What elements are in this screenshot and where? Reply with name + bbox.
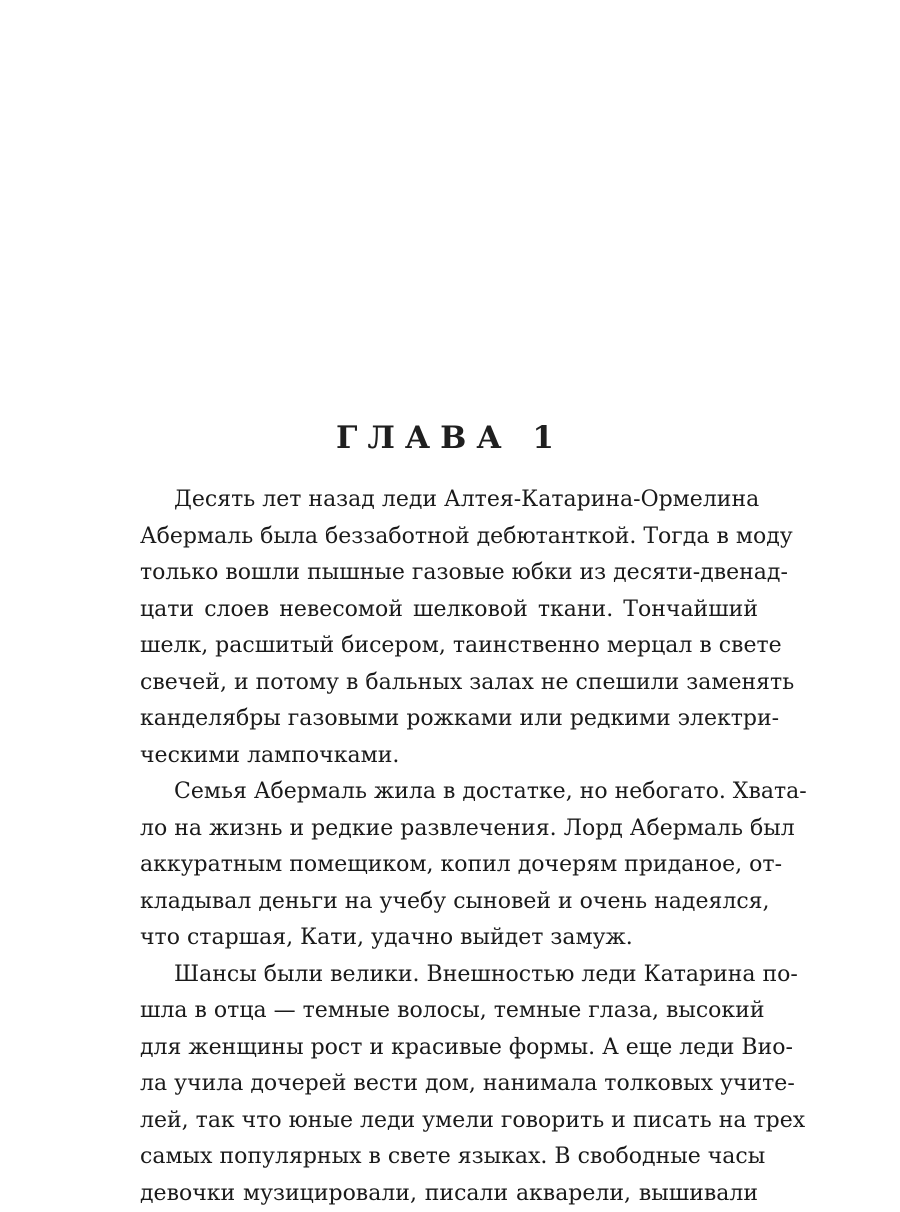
paragraph-1-line-3: только вошли пышные газовые юбки из десяти-двенад- — [140, 555, 758, 592]
paragraph-3-line-1: Шансы были велики. Внешностью леди Катарина по- — [140, 957, 758, 994]
paragraph-1-line-1: Десять лет назад леди Алтея-Катарина-Ормелина — [140, 482, 758, 519]
paragraph-2-line-1: Семья Абермаль жила в достатке, но небогато. Хвата- — [140, 774, 758, 811]
paragraph-3-line-5: лей, так что юные леди умели говорить и писать на трех — [140, 1103, 758, 1140]
paragraph-2-line-5: что старшая, Кати, удачно выйдет замуж. — [140, 920, 758, 957]
paragraph-3-line-6: самых популярных в свете языках. В свободные часы — [140, 1139, 758, 1176]
chapter-title: ГЛАВА 1 — [0, 420, 900, 456]
paragraph-1-line-2: Абермаль была беззаботной дебютанткой. Тогда в моду — [140, 519, 758, 556]
paragraph-3-line-3: для женщины рост и красивые формы. А еще леди Вио- — [140, 1030, 758, 1067]
paragraph-3-line-2: шла в отца — темные волосы, темные глаза, высокий — [140, 993, 758, 1030]
paragraph-1-line-8: ческими лампочками. — [140, 738, 758, 775]
chapter-body — [140, 482, 758, 1212]
paragraph-2-line-2: ло на жизнь и редкие развлечения. Лорд Абермаль был — [140, 811, 758, 848]
paragraph-1-line-5: шелк, расшитый бисером, таинственно мерцал в свете — [140, 628, 758, 665]
paragraph-1-line-7: канделябры газовыми рожками или редкими электри- — [140, 701, 758, 738]
paragraph-2-line-4: кладывал деньги на учебу сыновей и очень надеялся, — [140, 884, 758, 921]
paragraph-3-line-4: ла учила дочерей вести дом, нанимала толковых учите- — [140, 1066, 758, 1103]
paragraph-1-line-6: свечей, и потому в бальных залах не спешили заменять — [140, 665, 758, 702]
paragraph-2-line-3: аккуратным помещиком, копил дочерям приданое, от- — [140, 847, 758, 884]
paragraph-1-line-4: цати слоев невесомой шелковой ткани. Тончайший — [140, 592, 758, 629]
paragraph-3-line-7: девочки музицировали, писали акварели, вышивали — [140, 1176, 758, 1212]
